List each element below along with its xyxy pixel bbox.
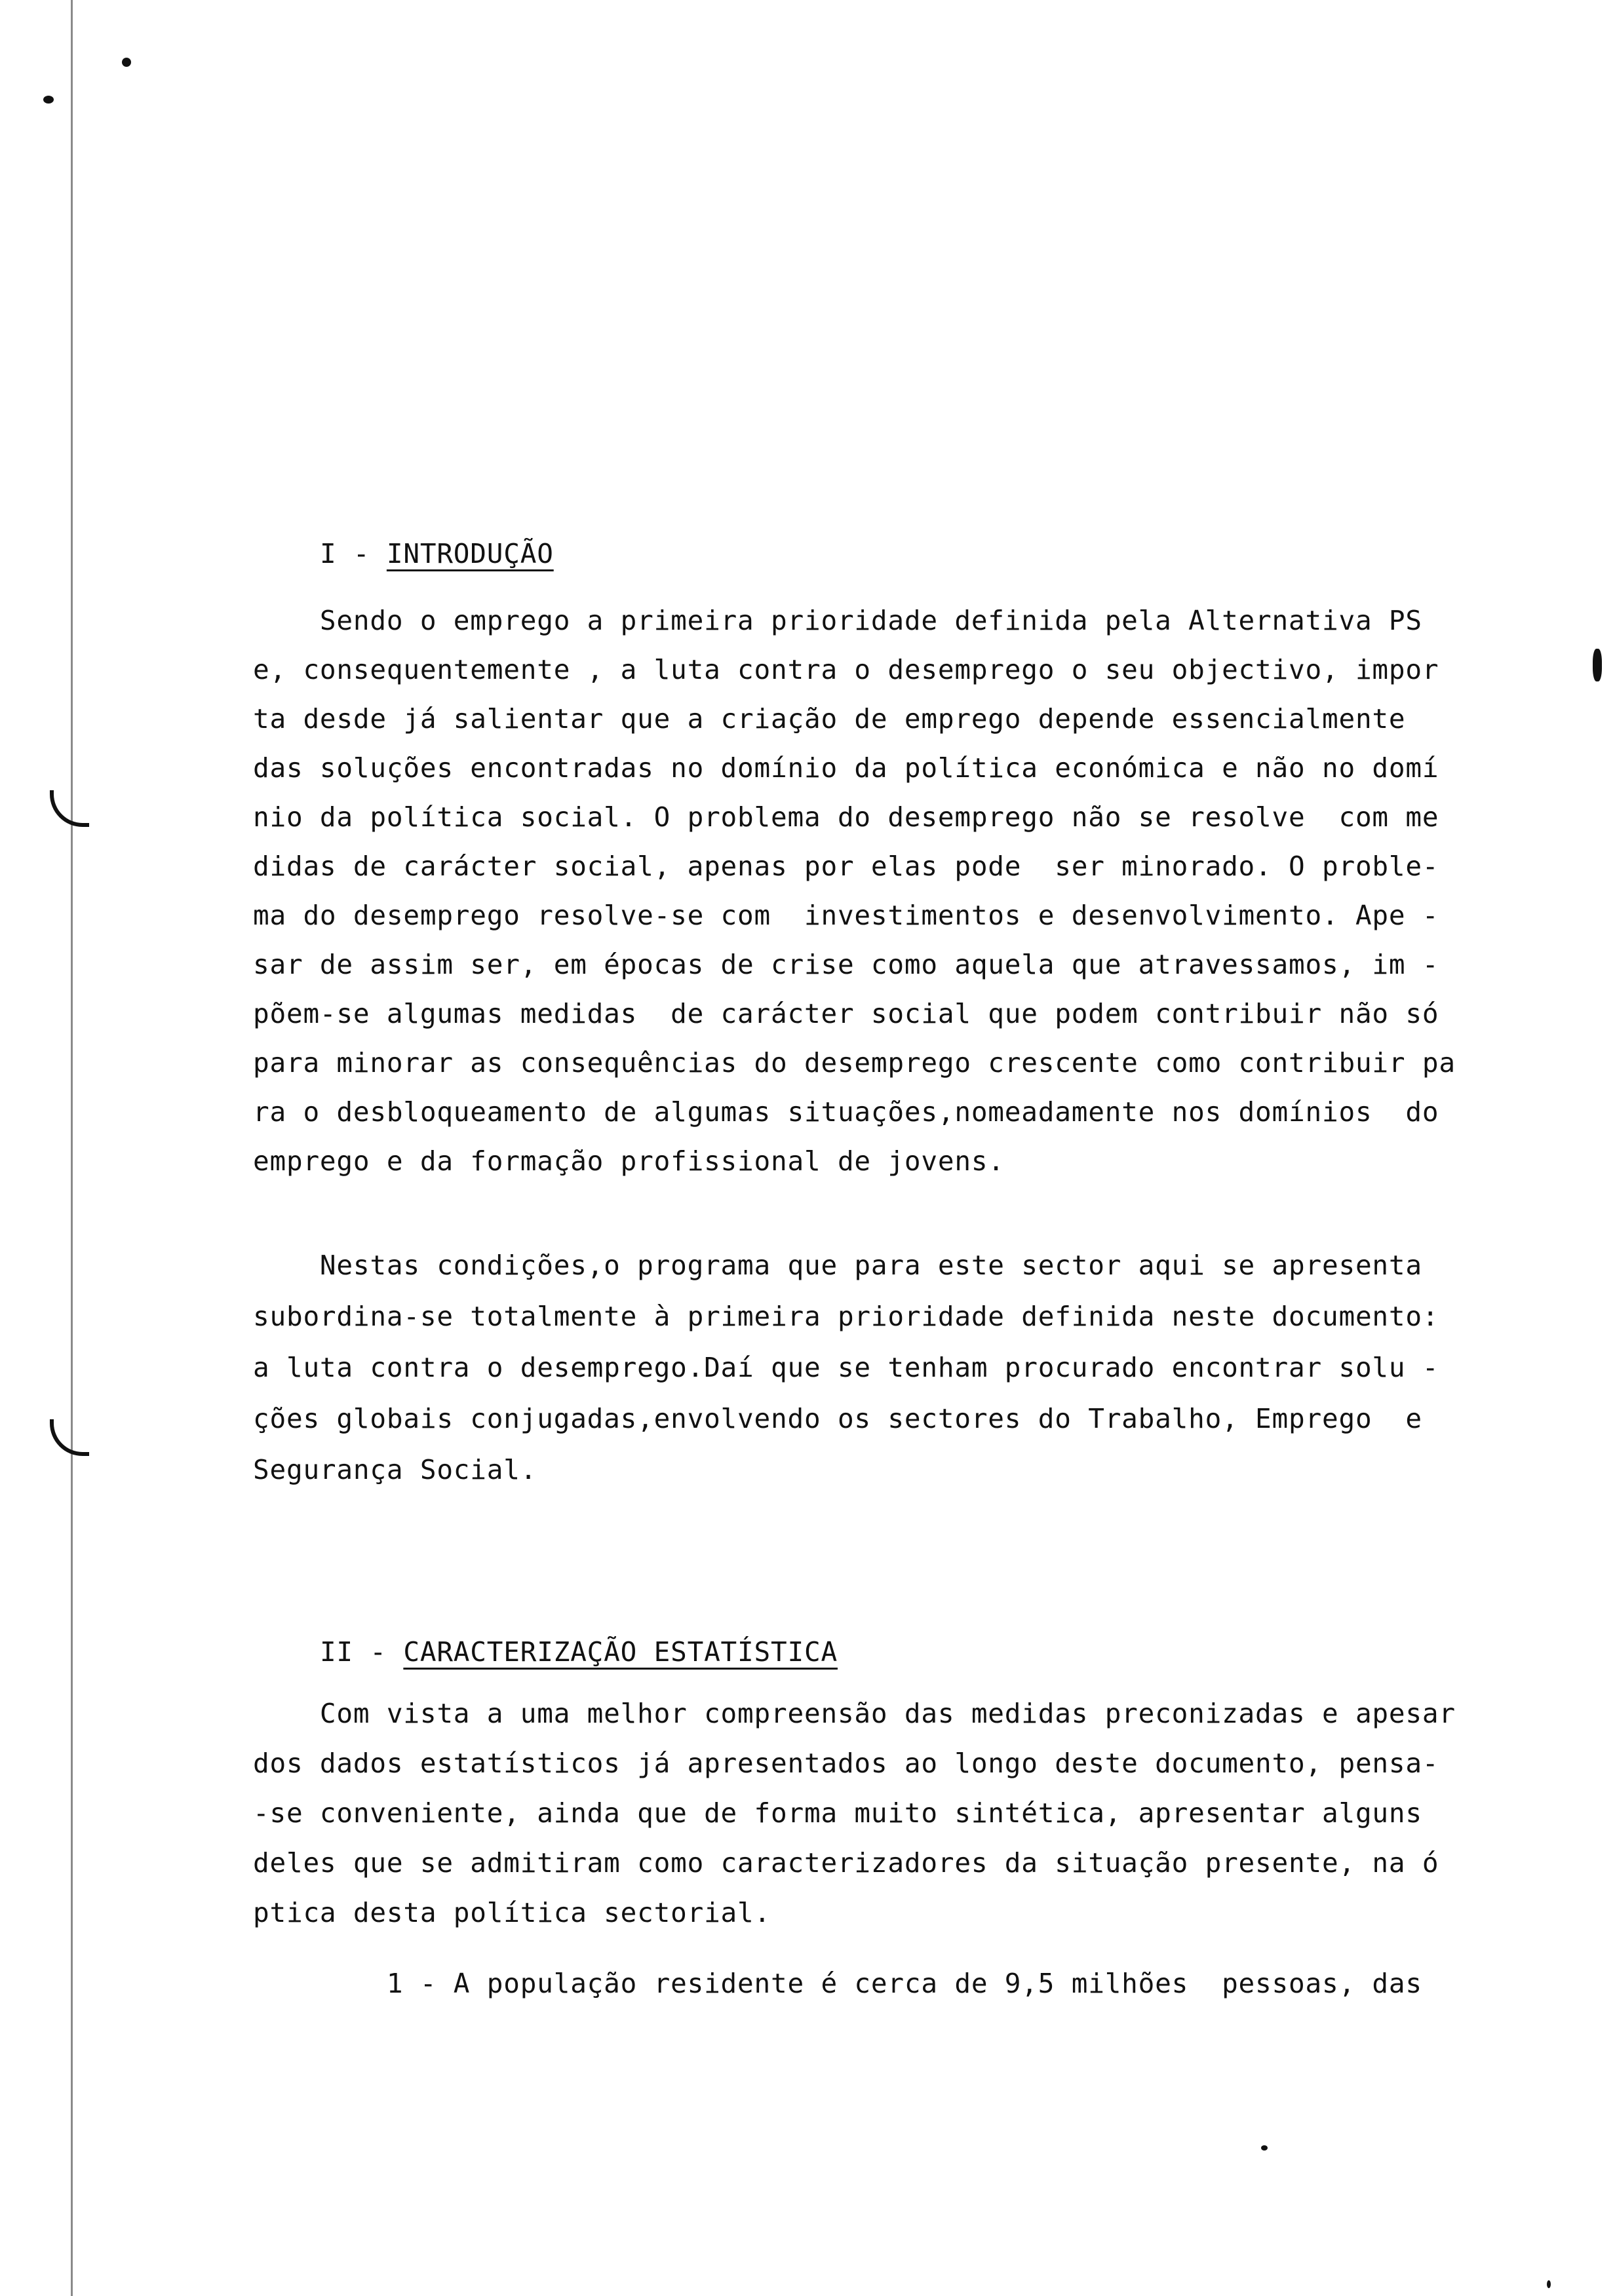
text-line: e, consequentemente , a luta contra o desemprego o seu objectivo, impor xyxy=(253,654,1439,685)
section-number: I xyxy=(319,538,337,569)
text-line: a luta contra o desemprego.Daí que se tenham procurado encontrar solu - xyxy=(253,1352,1439,1383)
text-line: subordina-se totalmente à primeira prioridade definida neste documento: xyxy=(253,1301,1439,1332)
section-title: CARACTERIZAÇÃO ESTATÍSTICA xyxy=(403,1636,838,1668)
section-separator: - xyxy=(336,538,387,569)
text-line: -se conveniente, ainda que de forma muito sintética, apresentar alguns xyxy=(253,1797,1422,1829)
binding-edge-line xyxy=(71,0,73,2296)
ink-speck xyxy=(1261,2145,1268,2151)
text-line: deles que se admitiram como caracterizadores da situação presente, na ó xyxy=(253,1847,1439,1879)
punch-hole-mark xyxy=(50,1419,89,1456)
punch-hole-mark xyxy=(50,790,89,827)
text-line: emprego e da formação profissional de jovens. xyxy=(253,1145,1005,1177)
text-line: ptica desta política sectorial. xyxy=(253,1897,771,1928)
ink-speck xyxy=(1547,2280,1551,2288)
text-line: ções globais conjugadas,envolvendo os sectores do Trabalho, Emprego e xyxy=(253,1403,1422,1434)
text-line: ma do desemprego resolve-se com investimentos e desenvolvimento. Ape - xyxy=(253,900,1439,931)
text-line: Sendo o emprego a primeira prioridade definida pela Alternativa PS xyxy=(253,605,1422,636)
section-heading-introducao xyxy=(253,505,554,603)
text-line: nio da política social. O problema do desemprego não se resolve com me xyxy=(253,801,1439,833)
text-line: dos dados estatísticos já apresentados ao longo deste documento, pensa- xyxy=(253,1748,1439,1779)
text-line: ta desde já salientar que a criação de emprego depende essencialmente xyxy=(253,703,1406,735)
text-line: Com vista a uma melhor compreensão das medidas preconizadas e apesar xyxy=(253,1698,1456,1729)
ink-speck xyxy=(122,58,131,67)
text-line: 1 - A população residente é cerca de 9,5 milhões pessoas, das xyxy=(253,1968,1422,1999)
ink-speck xyxy=(1593,649,1602,681)
text-line: sar de assim ser, em épocas de crise como aquela que atravessamos, im - xyxy=(253,949,1439,980)
ink-speck xyxy=(43,96,54,104)
text-line: didas de carácter social, apenas por elas pode ser minorado. O proble- xyxy=(253,851,1439,882)
text-line: das soluções encontradas no domínio da política económica e não no domí xyxy=(253,752,1439,784)
section-heading-caracterizacao-estatistica xyxy=(253,1603,838,1701)
text-line: ra o desbloqueamento de algumas situações,nomeadamente nos domínios do xyxy=(253,1096,1439,1128)
text-line: para minorar as consequências do desemprego crescente como contribuir pa xyxy=(253,1047,1456,1079)
text-line: Nestas condições,o programa que para este sector aqui se apresenta xyxy=(253,1250,1422,1281)
section-number: II xyxy=(319,1636,353,1668)
text-line: Segurança Social. xyxy=(253,1454,537,1485)
text-line: põem-se algumas medidas de carácter social que podem contribuir não só xyxy=(253,998,1439,1029)
section-separator: - xyxy=(353,1636,404,1668)
section-title: INTRODUÇÃO xyxy=(386,538,554,569)
